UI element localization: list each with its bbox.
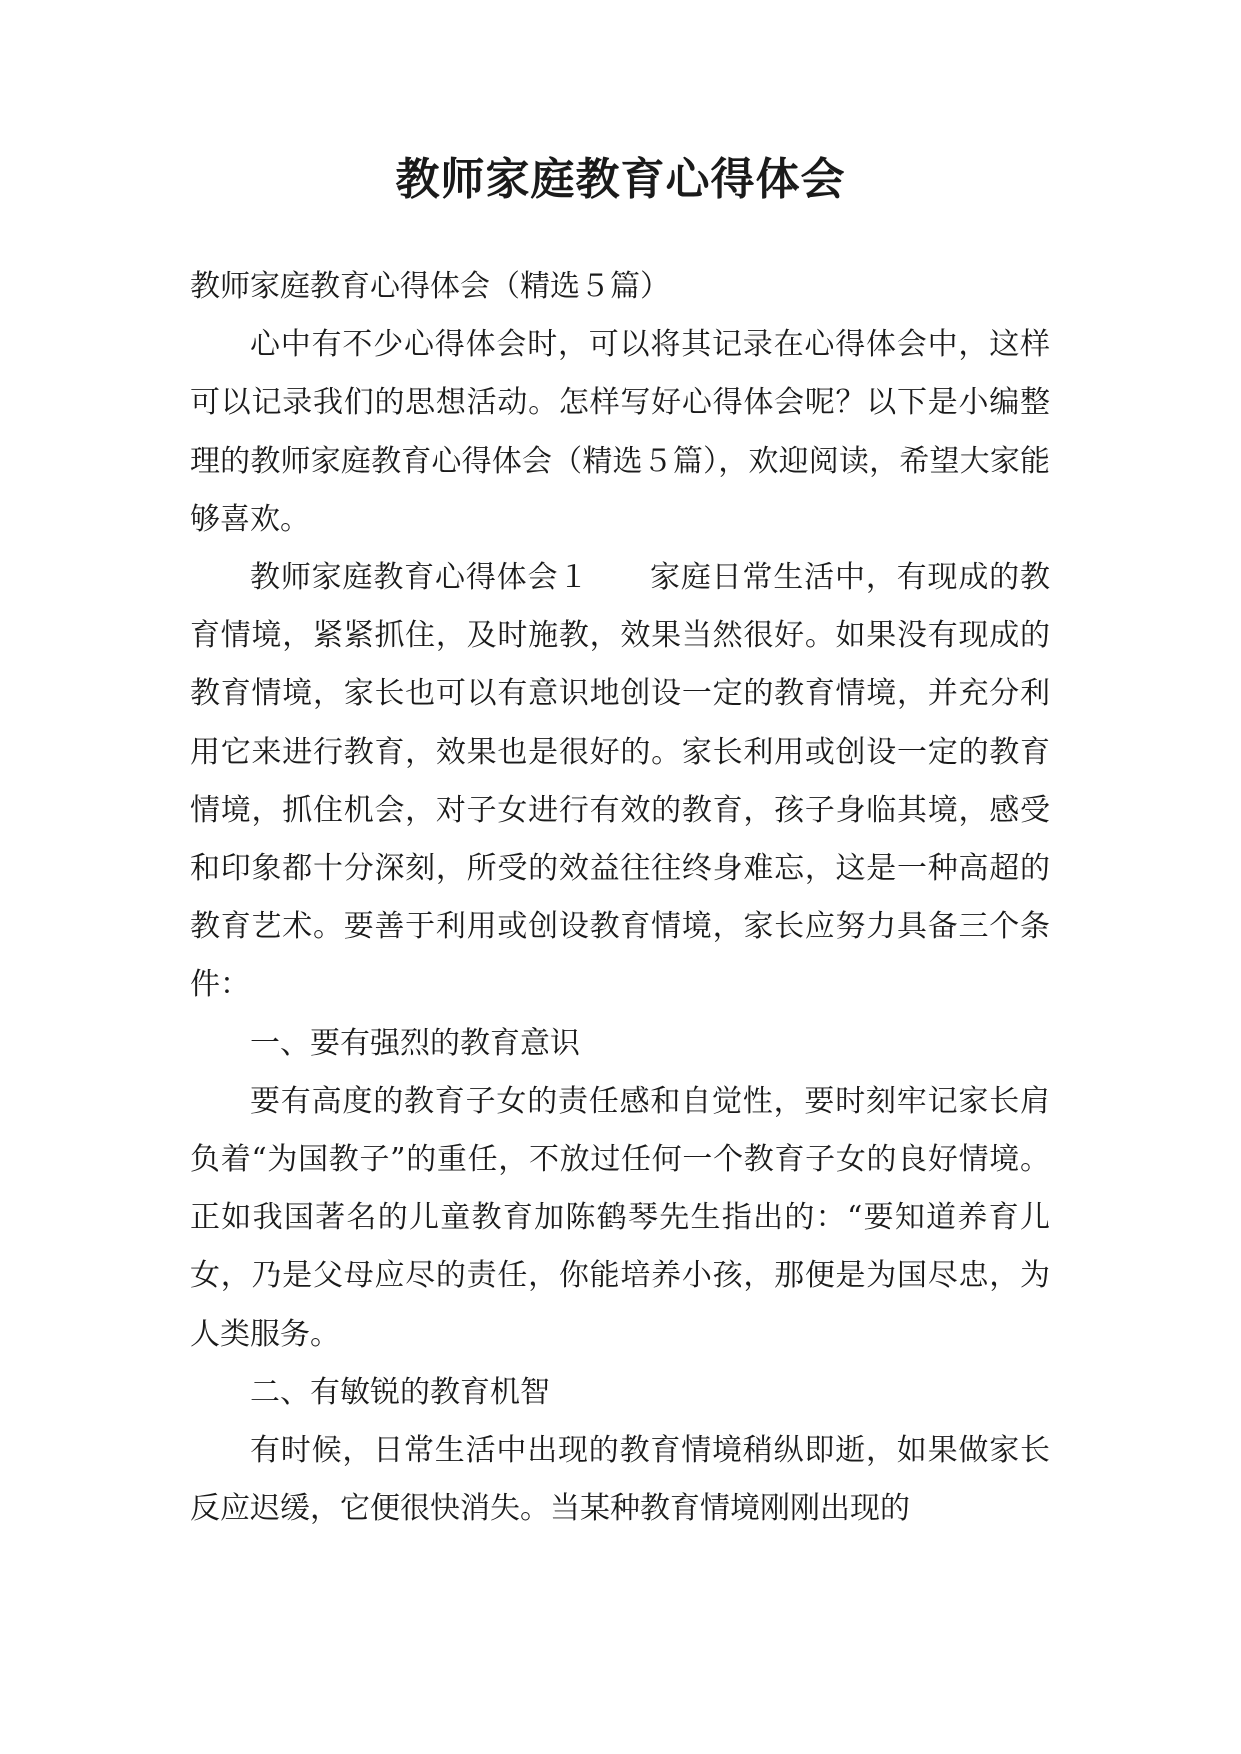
document-title: 教师家庭教育心得体会 bbox=[395, 154, 846, 205]
point-1-paragraph: 要有高度的教育子女的责任感和自觉性，要时刻牢记家长肩负着“为国教子”的重任，不放过任何一个教育子女的良好情境。正如我国著名的儿童教育加陈鹤琴先生指出的：“要知道养育儿女，乃是父母应尽的责任，你能培养小孩，那便是为国尽忠，为人类服务。 bbox=[190, 1083, 1050, 1352]
section-1-heading: 教师家庭教育心得体会１ bbox=[250, 560, 590, 596]
intro-paragraph: 心中有不少心得体会时，可以将其记录在心得体会中，这样可以记录我们的思想活动。怎样写好心得体会呢？以下是小编整理的教师家庭教育心得体会（精选５篇），欢迎阅读，希望大家能够喜欢。 bbox=[190, 327, 1050, 537]
point-1-heading: 一、要有强烈的教育意识 bbox=[250, 1025, 580, 1061]
point-2-heading: 二、有敏锐的教育机智 bbox=[250, 1374, 550, 1410]
document-subtitle: 教师家庭教育心得体会（精选５篇） bbox=[190, 269, 670, 304]
document-body bbox=[190, 258, 1050, 1538]
point-2-paragraph: 有时候，日常生活中出现的教育情境稍纵即逝，如果做家长反应迟缓，它便很快消失。当某种教育情境刚刚出现的 bbox=[190, 1433, 1050, 1527]
section-1-paragraph bbox=[190, 549, 1050, 1015]
section-1-body: 家庭日常生活中，有现成的教育情境，紧紧抓住，及时施教，效果当然很好。如果没有现成的教育情境，家长也可以有意识地创设一定的教育情境，并充分利用它来进行教育，效果也是很好的。家长利用或创设一定的教育情境，抓住机会，对子女进行有效的教育，孩子身临其境，感受和印象都十分深刻，所受的效益往往终身难忘，这是一种高超的教育艺术。要善于利用或创设教育情境，家长应努力具备三个条件： bbox=[190, 560, 1051, 1003]
